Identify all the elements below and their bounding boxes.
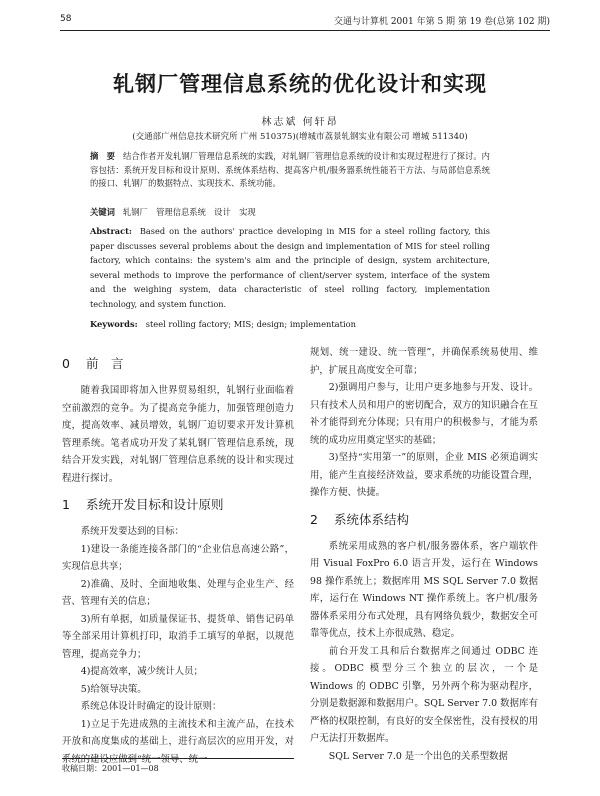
list-item: 3)所有单据，如质量保证书、提货单、销售记码单等全部采用计算机打印，取消手工填写的单据，以规范管理，提高竞争力； (62, 613, 294, 660)
received-date-footnote: 收稿日期：2001—01—08 (62, 758, 294, 774)
journal-info: 交通与计算机 2001 年第 5 期 第 19 卷(总第 102 期) (333, 17, 550, 27)
paragraph: 系统开发要达到的目标： (80, 526, 184, 537)
paper-title: 轧钢厂管理信息系统的优化设计和实现 (113, 72, 487, 96)
keywords-en-text: steel rolling factory; MIS; design; implementation (145, 319, 356, 329)
section-heading (62, 354, 294, 374)
left-column (62, 346, 294, 768)
list-item: 5)给领导决策。 (80, 683, 147, 695)
keywords-en-label: Keywords: (90, 319, 138, 329)
section-title: 系统体系结构 (334, 511, 410, 527)
section-heading (310, 510, 538, 530)
affiliation: (交通部广州信息技术研究所 广州 510375)(增城市荔景轧钢实业有限公司 增城 511340) (132, 132, 468, 142)
list-item: 2)准确、及时、全面地收集、处理与企业生产、经营、管理有关的信息； (62, 578, 294, 607)
section-title: 系统开发目标和设计原则 (86, 497, 224, 512)
running-header (60, 12, 550, 31)
keywords-en (90, 318, 490, 332)
paragraph: 随着我国即将加入世界贸易组织，轧钢行业面临着空前激烈的竞争。为了提高竞争能力，加强管理创造力度，提高效率、减员增效，轧钢厂迫切要求开发计算机管理系统。笔者成功开发了某轧钢厂管理信息系统，现结合开发实践，对轧钢厂管理信息系统的设计和实现过程进行探讨。 (62, 385, 294, 484)
keywords-cn-label: 关键词 (90, 207, 115, 217)
section-title: 前 言 (86, 356, 124, 371)
page-number: 58 (60, 14, 72, 24)
section-heading (62, 495, 294, 515)
abstract-cn-text: 结合作者开发轧钢厂管理信息系统的实践，对轧钢厂管理信息系统的设计和实现过程进行了探讨。内容包括：系统开发目标和设计原则、系统体系结构、提高客户机/服务器系统性能若干方法、与局部信息系统的接口、轧钢厂的数据特点、实现技术、系统功能。 (90, 151, 490, 188)
right-column (310, 344, 538, 765)
abstract-en-label: Abstract: (90, 226, 132, 236)
list-item: 1)建设一条能连接各部门的“企业信息高速公路”，实现信息共享； (62, 543, 294, 572)
paragraph: 规划、统一建设、统一管理”，并确保系统易使用、维护，扩展且高度安全可靠； (310, 347, 538, 376)
list-item: 3)坚持“实用第一”的原则，企业 MIS 必须追调实用，能产生直接经济效益，要求系统的功能设置合理，操作方便、快捷。 (310, 452, 538, 498)
abstract-en-text: Based on the authors' practice developing in MIS for a steel rolling factory, this paper discusses several problems about the design and implementation of MIS for steel rolling factory, which contains: the system's aim and the principle of design, system architecture, several methods to improve the performance of client/server system, interface of the system and the weighing system, data characteristic of steel rolling factory, implementation technology, and system function. (90, 226, 490, 309)
list-item: 2)强调用户参与，让用户更多地参与开发、设计。只有技术人员和用户的密切配合，双方的知识融合在互补才能得到充分体现；只有用户的积极参与，才能为系统的成功应用奠定坚实的基础； (310, 382, 538, 446)
section-number: 1 (62, 497, 70, 512)
abstract-en (90, 224, 490, 312)
keywords-cn (90, 206, 490, 220)
keywords-cn-text: 轧钢厂 管理信息系统 设计 实现 (122, 207, 256, 217)
list-item: 4)提高效率，减少统计人员； (80, 666, 203, 677)
authors: 林志斌 何轩昂 (261, 117, 339, 128)
list-item: 1)立足于先进成熟的主流技术和主流产品，在技术开放和高度集成的基础上，进行高层次的应用开发，对系统的建设应做到“统一领导、统一 (62, 718, 294, 765)
section-number: 2 (310, 511, 318, 527)
paragraph: 系统采用成熟的客户机/服务器体系，客户端软件用 Visual FoxPro 6.0 语言开发，运行在 Windows 98 操作系统上；数据库用 MS SQL Server 7.0 数据库，运行在 Windows NT 操作系统上。客户机/服务器体系采用分布式处理，具有网络负载少，数据安全可靠等优点，技术上亦很成熟、稳定。 (310, 540, 538, 639)
paragraph: SQL Server 7.0 是一个出色的关系型数据 (328, 750, 508, 762)
section-number: 0 (62, 356, 70, 371)
abstract-cn-label: 摘 要 (90, 151, 116, 161)
paragraph: 前台开发工具和后台数据库之间通过 ODBC 连接。ODBC 模型分三个独立的层次，一个是 Windows 的 ODBC 引擎，另外两个称为驱动程序，分别是数据源和数据用户。SQL Server 7.0 数据库有严格的权限控制，有良好的安全保密性，没有授权的用户无法打开数据库。 (310, 645, 538, 744)
abstract-cn (90, 150, 490, 191)
paragraph: 系统总体设计时确定的设计原则： (80, 701, 222, 712)
